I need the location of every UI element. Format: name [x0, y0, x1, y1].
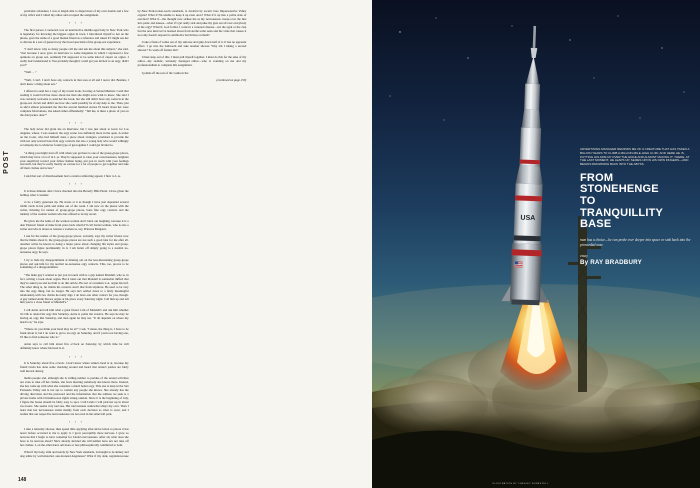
page-folio: 148 — [18, 477, 27, 483]
publication-side-label: POST — [3, 150, 10, 174]
body-paragraph: particular adventure, I was at length able to dispel most of my own doubts and a few of my wife's and I called my editor and accepted the assignment. — [20, 9, 129, 17]
headline-line: BASE — [580, 218, 612, 231]
body-paragraph: I offered to send her a copy of my recent book, Scoring: A Sexual Memoir. I said that reading it would tell her more about me than she might even wish to know. She said I was certainly welcome to send her the book, but she still didn't have any contacts in the group-sex circuit and didn't see how she could possibly be of any help to me. Then, just as she'd almost persuaded me that the several hundred stories I'd heard about her were complete fabrications, she asked rather offhandedly: "Tell me, is there a photo of you on the dust jacket, dear?" — [20, 88, 129, 117]
section-break: • • • — [68, 120, 84, 125]
headline-line: TRANQUILLITY — [580, 206, 664, 219]
body-paragraph: It is Saturday about five o'clock. I don't know where Arnie's head is at, because my friend Linda has done some checking around and heard that Arnie's parties are fairly well known among — [20, 361, 129, 374]
headline-line: FROM — [580, 171, 614, 184]
body-paragraph: "A thing you might start off with when you get here is one of the group-grope places, which they have a lot of in L.A. They're supposed to raise your consciousness, heighten your sensitivity toward your fellow human being, put you in touch with your feelings and stuff, but they're really mostly an excuse for a lot of people to get together and take off their clothes and screw." — [20, 150, 129, 171]
body-paragraph: "The main guy I wanted to put you in touch with is a guy named Mandell, who is, in fact, writing a book about orgies. But it turns out that Mandell is somewhat miffed that they've asked you and not him to do this article. He sort of considers L.A. orgies his turf. The other thing is, he claims his contacts aren't that fresh anymore. He used to be very into the orgy thing, but no longer. He says he's settled down to a fairly meaningful relationship with two chicks he really digs. I do have one other contact for you, though. A guy named Anile throws orgies at his place every Saturday night. Call him up and tell him you're a close friend of Mandell's." — [20, 272, 129, 305]
body-paragraph: The lady never did grant me an interview, but I was just about to leave for Los Angeles, where, I was assured, the orgy scene was definitely more in the open. A writer on the Coast, who had himself done a piece about swingers, promised to provide me with not only several bona fide orgy contacts but also a young lady who would willingly accompany me to whatever forum type of get-together I could get invited to. — [20, 127, 129, 148]
body-paragraph: I try to hide my disappointment at missing out on the less-threatening group-grope places and ask him for my normal no-nonsense orgy contacts. This, too, proves to be something of a disappointment. — [20, 257, 129, 270]
section-break: • • • — [68, 21, 84, 26]
essay-headline — [580, 173, 692, 231]
body-paragraph: I said that sort of divertissement had a certain comforting appeal. I flew to L.A. — [24, 173, 121, 178]
section-break: • • • — [68, 182, 84, 187]
svg-text:USA: USA — [520, 214, 536, 223]
pull-quote-kicker: ADVERTISING MANAGER REMINDS ME OF A CREATURE THAT HAS TAKEN A BILLION YEARS TO CLIMB A MILLION-MILE-HIGH CLIFF. AND HERE HE IS, PUTTING HIS ARM UP OVER THE EDGE AND ALMOST MAKING IT. THERE, AT THE LAST MOMENT, HE LEAPS UP, SEIZES UPON HIS OWN FINGERS—AND BEGINS DROWNING BACK INTO THE ABYSS. — [580, 147, 690, 166]
body-paragraph: media people and, although she is willing neither to partake of the sexual activities nor even to take off her clothes, she fears meeting somebody she knows there. Instead, she has come up with what she considers a much better orgy. This one is deep in the San Fernando Valley and is not apt to contain any people she knows. She already has the driving directions and the password and the information that the address we seek is a private home with Christmas-tree lights strung outside. Since it is the beginning of July, I figure the house should be fairly easy to spot. I tell Linda I will pick her up in about two hours. She seems very nervous. Her nervousness somewhat allays my own. Then I learn that her nervousness stems mainly from each decision as what to wear, and I realize that our respective nervousnesses are not even in the same ball park. — [20, 376, 129, 416]
essay-label: essay — [580, 253, 588, 258]
body-paragraph: The first person I contacted was an unattractive middle-aged lady in New York who is legendary for throwing the biggest orgies in town. I introduced myself to her on the phone, gave the name of a good mutual friend as a reference and asked if I might see her to discuss in a sort of general way the broad spectrum of the group-sex experience. — [20, 27, 129, 44]
body-paragraph: I take a leisurely shower, then spend time applying after-shave lotion to places it has never before occurred to me to apply it. I grow perceptibly more nervous. I grow so nervous that I begin to have contempt for Linda's nervousness. After all, what does she have to be nervous about? She's already decided she will neither have sex nor take off her clothes. I, on the other hand, am more or less philosophically committed to both. — [20, 426, 129, 447]
body-paragraph: He gives me the name of the wanton woman and I burst out laughing, because it is a dear Platonic friend of mine from years back whom I'll call Linda Lerman, who is also a writer and who is about as wanton a woman as, say, Princess Margaret. — [20, 219, 129, 232]
body-paragraph: I ask for the names of the group-grope places. Actually, says my writer friend, now that he thinks about it, the group-grope places are not such a good idea for me after all. Another writer he knows is doing a major piece about changing life styles and group-grope places figure prominently in it. I am better off simply going to a normal no-nonsense orgy, he says. — [20, 234, 129, 255]
section-break: • • • — [68, 420, 84, 425]
body-paragraph: What if my body, slim and trendy by New York standards, is thought to be skinny and dog-white by well-muscled, sun-bronzed Angelenos? What if my dark, regulation-issue by-New-York-locker-room standards, is dwarfed by ascetic bare Impersonative Valley organs? What if I'm unable to keep it up even once? What if it up into a polite state of erection? What if—the thought now strikes me as my nervousness creeps over the line into panic and nausea—what if I get really sick and puke my guts out all over everybody at the orgy? What if, God forbid, I contract a venereal disease—not the syph or the clap but the new kind we've learned about from sterile toilet seats and the virus that causes it not only doesn't respond to antibiotics but thrives on them? — [20, 9, 247, 458]
body-paragraph: "I don't know why so many people call me and ask me about this subject," she said. "Just because I once gave an interview to some magazine in which I expressed a few opinions on group sex, suddenly I'm supposed to be some kind of expert on orgies. I really don't understand it. You probably thought I could get you invited to an orgy, didn't you?" — [20, 47, 129, 67]
body-paragraph: I take a flask of vodka out of my suitcase and gulp down half of it. It has no apparent effect. I go into the bathroom and take another shower. Why am I taking a second shower? To wash off former dirt? — [137, 40, 247, 52]
body-paragraph: Arnie says to call him about five o'clock on Saturday, by which time he will definitely know where his head is at. — [20, 342, 129, 351]
body-paragraph: "Well . . ." — [24, 70, 37, 75]
body-paragraph: I polish off the rest of the vodka in the — [141, 70, 189, 75]
right-page — [372, 0, 700, 488]
essay-headline-block — [580, 148, 692, 266]
headline-line: TO — [580, 195, 596, 208]
section-break: • • • — [68, 354, 84, 359]
article-body-columns — [20, 10, 364, 462]
headline-line: STONEHENGE — [580, 183, 659, 196]
art-credit: ILLUSTRATION BY CHESLEY BONESTELL — [492, 483, 549, 485]
body-paragraph: (continued on page 250) — [216, 77, 247, 82]
essay-deck: man has a choice—he can probe ever deeper into space or sink back into the primordial ooze — [580, 238, 691, 247]
body-paragraph: "Well, I can't. I don't have any contacts in that area at all and I never did. Besides, I don't know a thing about sex." — [20, 77, 129, 86]
body-paragraph: to be a fairly generous tip. He stares at it as though I have just deposited several rabbit curds in his palm and stalks out of the room. I am now on the phone with the writer, thirsting for names of group-grope places, bona fide orgy contacts and the identity of the woman woman who has offered to be my escort. — [20, 199, 129, 216]
body-paragraph: "Where do you think your head may be at?" I ask. "I mean, the thing is, I have to be frank about it, but I do want to get to an orgy on Saturday, and if you're not having one, I'd like to find someone who is." — [20, 327, 129, 339]
body-paragraph: I must snap out of this. I must pull myself together. I must do this for the sake of my editor—my sadistic, seriously deranged editor—who is counting on me and my professionalism to complete this assignment. — [137, 55, 247, 68]
body-paragraph: I call Arnie and tell him what a great friend I am of Mandell's and ask him whether it's OK to attend his orgy this Saturday. Arnie is polite but evasive. He says he may be having an orgy this Saturday, and then again he may not. "It all depends on where my head is at," he says. — [20, 307, 129, 324]
essay-byline: By RAY BRADBURY — [580, 258, 642, 266]
body-paragraph: It is three minutes after I have checked into the Beverly Hills Hotel. I have given the bellhop what I consider — [20, 188, 129, 197]
